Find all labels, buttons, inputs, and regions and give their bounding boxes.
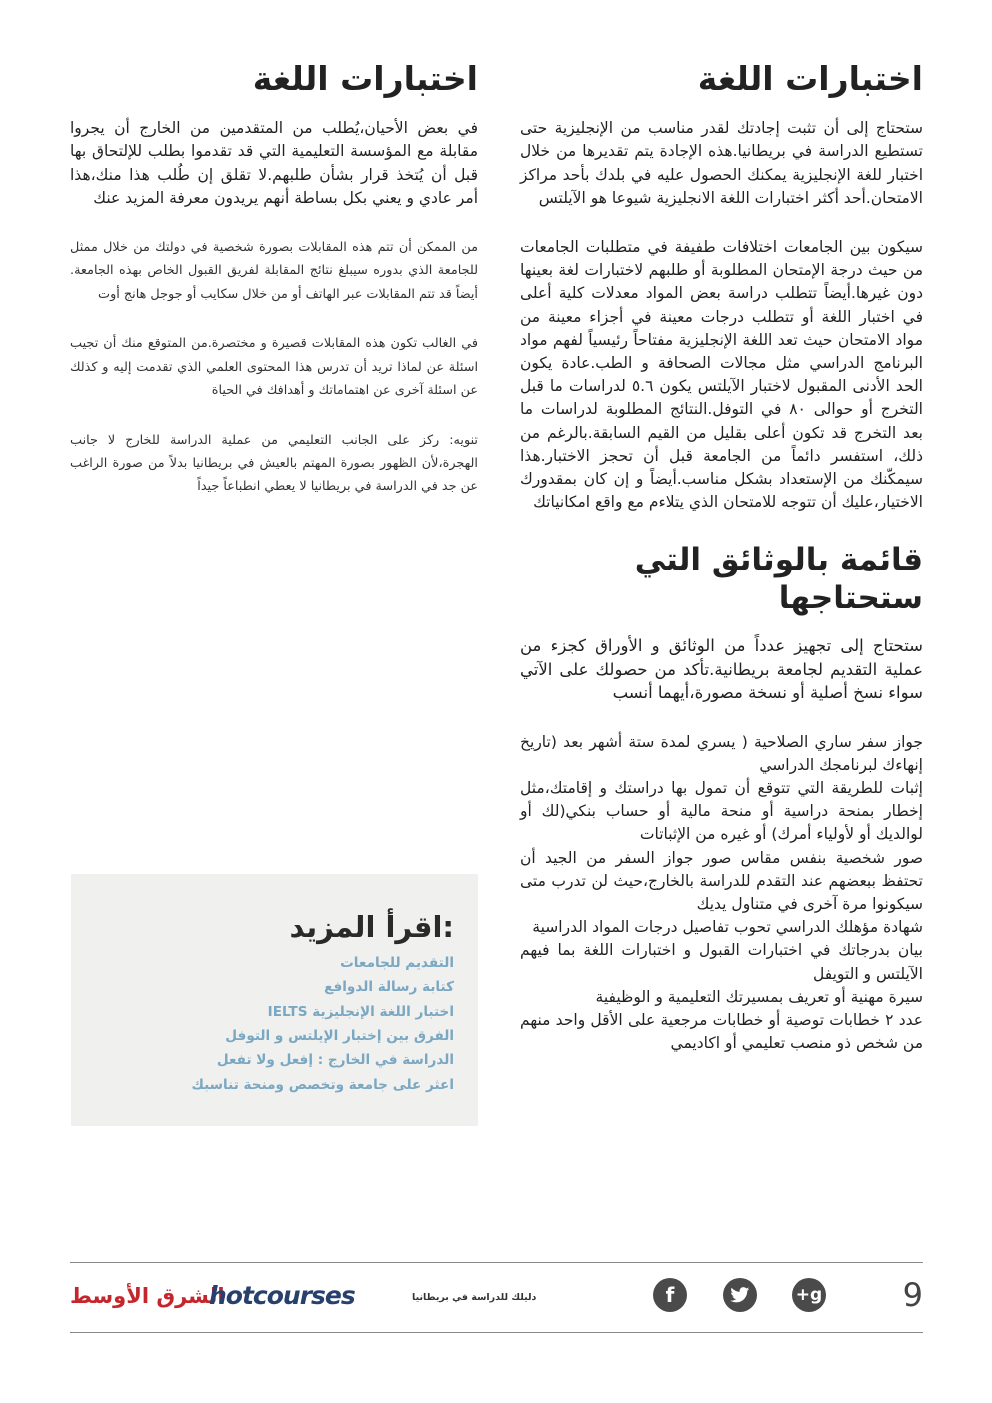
interviews-paragraph-3: في الغالب تكون هذه المقابلات قصيرة و مختصرة.من المتوقع منك أن تجيب اسئلة عن لماذا تريد أن تدرس هذا المحتوى العلمي الذي تقدمت إليه و كذلك عن اسئلة آخرى عن اهتماماتك و أهدافك في الحياة xyxy=(70,336,478,399)
read-more-box xyxy=(71,874,478,1126)
twitter-bird-icon xyxy=(730,1287,750,1303)
read-more-link-ielts-vs-toefl[interactable]: الفرق بين إختبار الإيلتس و التوفل xyxy=(225,1028,454,1045)
list-item: شهادة مؤهلك الدراسي تحوب تفاصيل درجات المواد الدراسية xyxy=(532,918,923,937)
section-title-documents: قائمة بالوثائق التي ستحتاجها xyxy=(634,541,923,617)
language-tests-paragraph-2: سيكون بين الجامعات اختلافات طفيفة في متطلبات الجامعات من حيث درجة الإمتحان المطلوبة أو طلبهم لاختبارات لغة بعينها دون غيرها.أيضاً تتطلب دراسة بعض المواد معدلات كلية أعلى في اختبار اللغة أو تتطلب درجات معينة في أجزاء معينة من مواد الامتحان حيث تعد اللغة الإنجليزية مفتاحاً رئيسياً لفهم مواد البرنامج الدراسي مثل مجالات الصحافة و الطب.عادة يكون الحد الأدنى المقبول لاختبار الآيلتس يكون ٥.٦ لدراسات ما قبل التخرج أو حوالى ٨٠ في التوفل.النتائج المطلوبة لدراسات ما بعد التخرج قد تكون أعلى بقليل من القيم السابقة.بالرغم من ذلك، استفسر دائماً من الجامعة قبل أن تحجز الاختبار.هذا سيمكّنك من الإستعداد بشكل مناسب.أيضاً و إن كان بمقدورك الاختيار،عليك أن تتوجه للامتحان الذي يتلاءم مع واقع امكانياتك xyxy=(520,238,923,512)
list-item: صور شخصية بنفس مقاس صور جواز السفر من الجيد أن تحتفظ ببعضهم عند التقدم للدراسة بالخارج،حيث لن تدرب متى سيكونوا مرة آخرى في متناول يديك xyxy=(520,848,923,913)
read-more-link-motivation-letter[interactable]: كتابة رسالة الدوافع xyxy=(324,979,454,996)
list-item: إثبات للطريقة التي تتوقع أن تمول بها دراستك و إقامتك،مثل إخطار بمنحة دراسية أو منحة مالية أو حساب بنكي(لك أو لوالديك أو لأولياء أمرك) أو غيره من الإثباتات xyxy=(520,778,923,844)
read-more-link-dos-donts[interactable]: الدراسة في الخارج : إفعل ولا تفعل xyxy=(216,1052,454,1069)
read-more-title: :اقرأ المزيد xyxy=(289,910,454,944)
asharq-alawsat-logo: الشرق الأوسط xyxy=(70,1284,225,1308)
documents-intro: ستحتاج إلى تجهيز عدداً من الوثائق و الأوراق كجزء من عملية التقديم لجامعة بريطانية.تأكد من حصولك على الآتي سواء نسخ أصلية أو نسخة مصورة،أيهما أنسب xyxy=(520,636,923,702)
left-column xyxy=(70,58,478,525)
google-plus-icon[interactable]: g+ xyxy=(792,1278,826,1312)
facebook-icon[interactable]: f xyxy=(653,1278,687,1312)
read-more-link-find-university[interactable]: اعثر على جامعة وتخصص ومنحة تناسبك xyxy=(191,1076,454,1093)
list-item: عدد ٢ خطابات توصية أو خطابات مرجعية على الأقل واحد منهم من شخص ذو منصب تعليمي أو اكاديمي xyxy=(520,1010,924,1053)
read-more-link-apply[interactable]: التقديم للجامعات xyxy=(340,954,454,971)
read-more-content xyxy=(134,910,454,1097)
guide-label: دليلك للدراسة في بريطانيا xyxy=(412,1292,537,1303)
interviews-paragraph-2: من الممكن أن تتم هذه المقابلات بصورة شخصية في دولتك من خلال ممثل للجامعة الذي بدوره سيبلغ نتائج المقابلة لفريق القبول الخاص بهذه الجامعة. أيضاً قد تتم المقابلات عبر الهاتف أو من خلال سكايب أو جوجل هانج أوت xyxy=(70,240,478,302)
hotcourses-logo: hotcourses xyxy=(209,1281,355,1310)
list-item: سيرة مهنية أو تعريف بمسيرتك التعليمية و الوظيفية xyxy=(595,987,923,1006)
list-item: بيان بدرجاتك في اختبارات القبول و اختبارات اللغة بما فيهم الآيلتس و التويفل xyxy=(520,941,923,983)
documents-list xyxy=(520,731,923,1056)
page-number: 9 xyxy=(902,1276,923,1314)
interviews-note: تنويه: ركز على الجانب التعليمي من عملية الدراسة للخارج لا جانب الهجرة،لأن الظهور بصورة المهتم بالعيش في بريطانيا بدلاً من صورة الراغب عن جد في الدراسة في بريطانيا لا يعطي انطباعاً جيداً xyxy=(70,432,478,495)
twitter-icon[interactable] xyxy=(723,1278,757,1312)
right-column xyxy=(520,58,923,1055)
footer-bottom-divider xyxy=(70,1332,923,1333)
footer xyxy=(70,1262,923,1332)
list-item: جواز سفر ساري الصلاحية ( يسري لمدة ستة أشهر بعد (تاريخ إنهاءك لبرنامجك الدراسي xyxy=(520,732,923,774)
interviews-paragraph-1: في بعض الأحيان،يُطلب من المتقدمين من الخارج أن يجروا مقابلة مع المؤسسة التعليمية التي قد تقدموا بطلب للإلتحاق بها قبل أن يُتخذ قرار بشأن طلبهم.لا تقلق إن طُلب هذا منك،هذا أمر عادي و يعني بكل بساطة أنهم يريدون معرفة المزيد عنك xyxy=(70,119,478,207)
read-more-link-ielts[interactable]: اختبار اللغة الإنجليزية IELTS xyxy=(267,1003,454,1020)
section-title-language-tests: اختبارات اللغة xyxy=(697,59,923,98)
language-tests-paragraph-1: ستحتاج إلى أن تثبت إجادتك لقدر مناسب من الإنجليزية حتى تستطيع الدراسة في بريطانيا.هذه الإجادة يتم تقديرها من خلال اختبار للغة الإنجليزية يمكنك الحصول عليه في بلدك بأحد مراكز الامتحان.أحد أكثر اختبارات اللغة الانجليزية شيوعا هو الآيلتس xyxy=(520,119,923,207)
section-title-interviews: اختبارات اللغة xyxy=(252,59,478,98)
